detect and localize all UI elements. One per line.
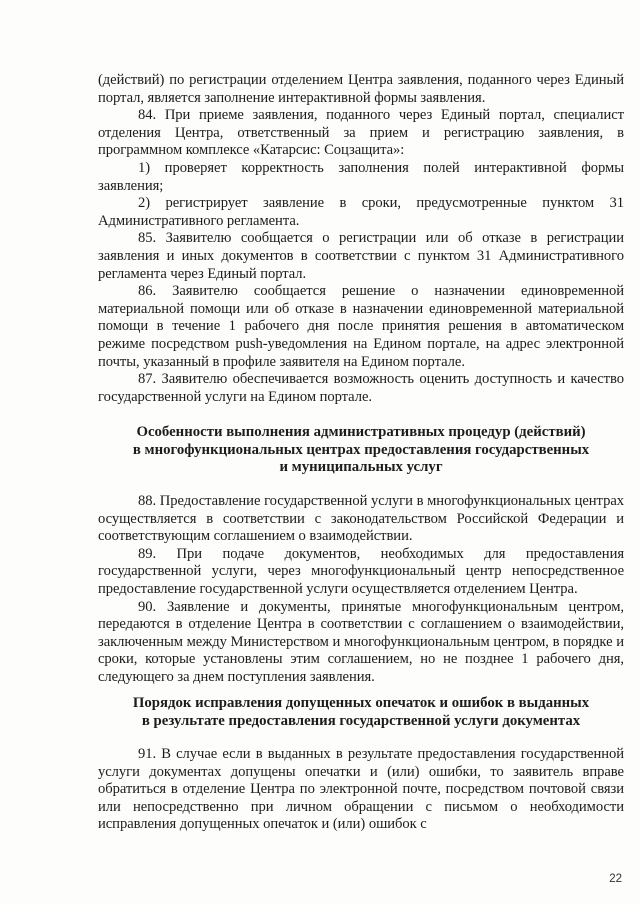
paragraph-87: 87. Заявителю обеспечивается возможность оценить доступность и качество государственной услуги на Едином портале. xyxy=(98,371,624,405)
page-number: 22 xyxy=(609,873,622,885)
paragraph-85: 85. Заявителю сообщается о регистрации или об отказе в регистрации заявления и иных документов в соответствии с пунктом 31 Административного регламента через Единый портал. xyxy=(98,230,624,282)
paragraph-86: 86. Заявителю сообщается решение о назначении единовременной материальной помощи или об отказе в назначении единовременной материальной помощи в течение 1 рабочего дня после принятия решения в автоматическом режиме посредством push-уведомления на Едином портале, на адрес электронной почты, указанный в профиле заявителя на Едином портале. xyxy=(98,283,624,370)
paragraph-90: 90. Заявление и документы, принятые многофункциональным центром, передаются в отделение Центра в соответствии с соглашением о взаимодействии, заключенным между Министерством и многофункциональным центром, в порядке и сроки, которые установлены этим соглашением, но не позднее 1 рабочего дня, следующего за днем поступления заявления. xyxy=(98,598,624,685)
heading-line: в результате предоставления государственной услуги документах xyxy=(141,712,581,729)
heading-line: в многофункциональных центрах предоставления государственных xyxy=(132,441,590,458)
list-item-84-1: 1) проверяет корректность заполнения полей интерактивной формы заявления; xyxy=(98,159,624,194)
paragraph-88: 88. Предоставление государственной услуги в многофункциональных центрах осуществляется в соответствии с законодательством Российской Федерации и соответствующим соглашением о взаимодействии. xyxy=(98,493,624,545)
heading-line: и муниципальных услуг xyxy=(279,459,443,476)
section-heading-corrections xyxy=(98,695,624,730)
paragraph-84: 84. При приеме заявления, поданного через Единый портал, специалист отделения Центра, ответственный за прием и регистрацию заявления, в программном комплексе «Катарсис: Соцзащита»: xyxy=(98,107,624,159)
section-heading-mfc xyxy=(98,424,624,477)
paragraph-83-continued: (действий) по регистрации отделением Центра заявления, поданного через Единый портал, является заполнение интерактивной формы заявления. xyxy=(98,72,624,106)
heading-line: Особенности выполнения административных процедур (действий) xyxy=(136,424,586,440)
section-corrections-text xyxy=(98,746,624,834)
paragraph-89: 89. При подаче документов, необходимых для предоставления государственной услуги, через многофункциональный центр непосредственное предоставление государственной услуги осуществляется отделением Центра. xyxy=(98,545,624,597)
heading-line: Порядок исправления допущенных опечаток и ошибок в выданных xyxy=(132,695,590,711)
list-item-84-2: 2) регистрирует заявление в сроки, предусмотренные пунктом 31 Административного регламента. xyxy=(98,195,624,229)
paragraph-91: 91. В случае если в выданных в результате предоставления государственной услуги документах допущены опечатки и (или) ошибки, то заявитель вправе обратиться в отделение Центра по электронной почте, посредством почтовой связи или непосредственно при личном обращении с письмом о необходимости исправления допущенных опечаток и (или) ошибок с xyxy=(98,746,624,833)
section-mfc-text xyxy=(98,493,624,687)
section-registration-text xyxy=(98,72,624,406)
